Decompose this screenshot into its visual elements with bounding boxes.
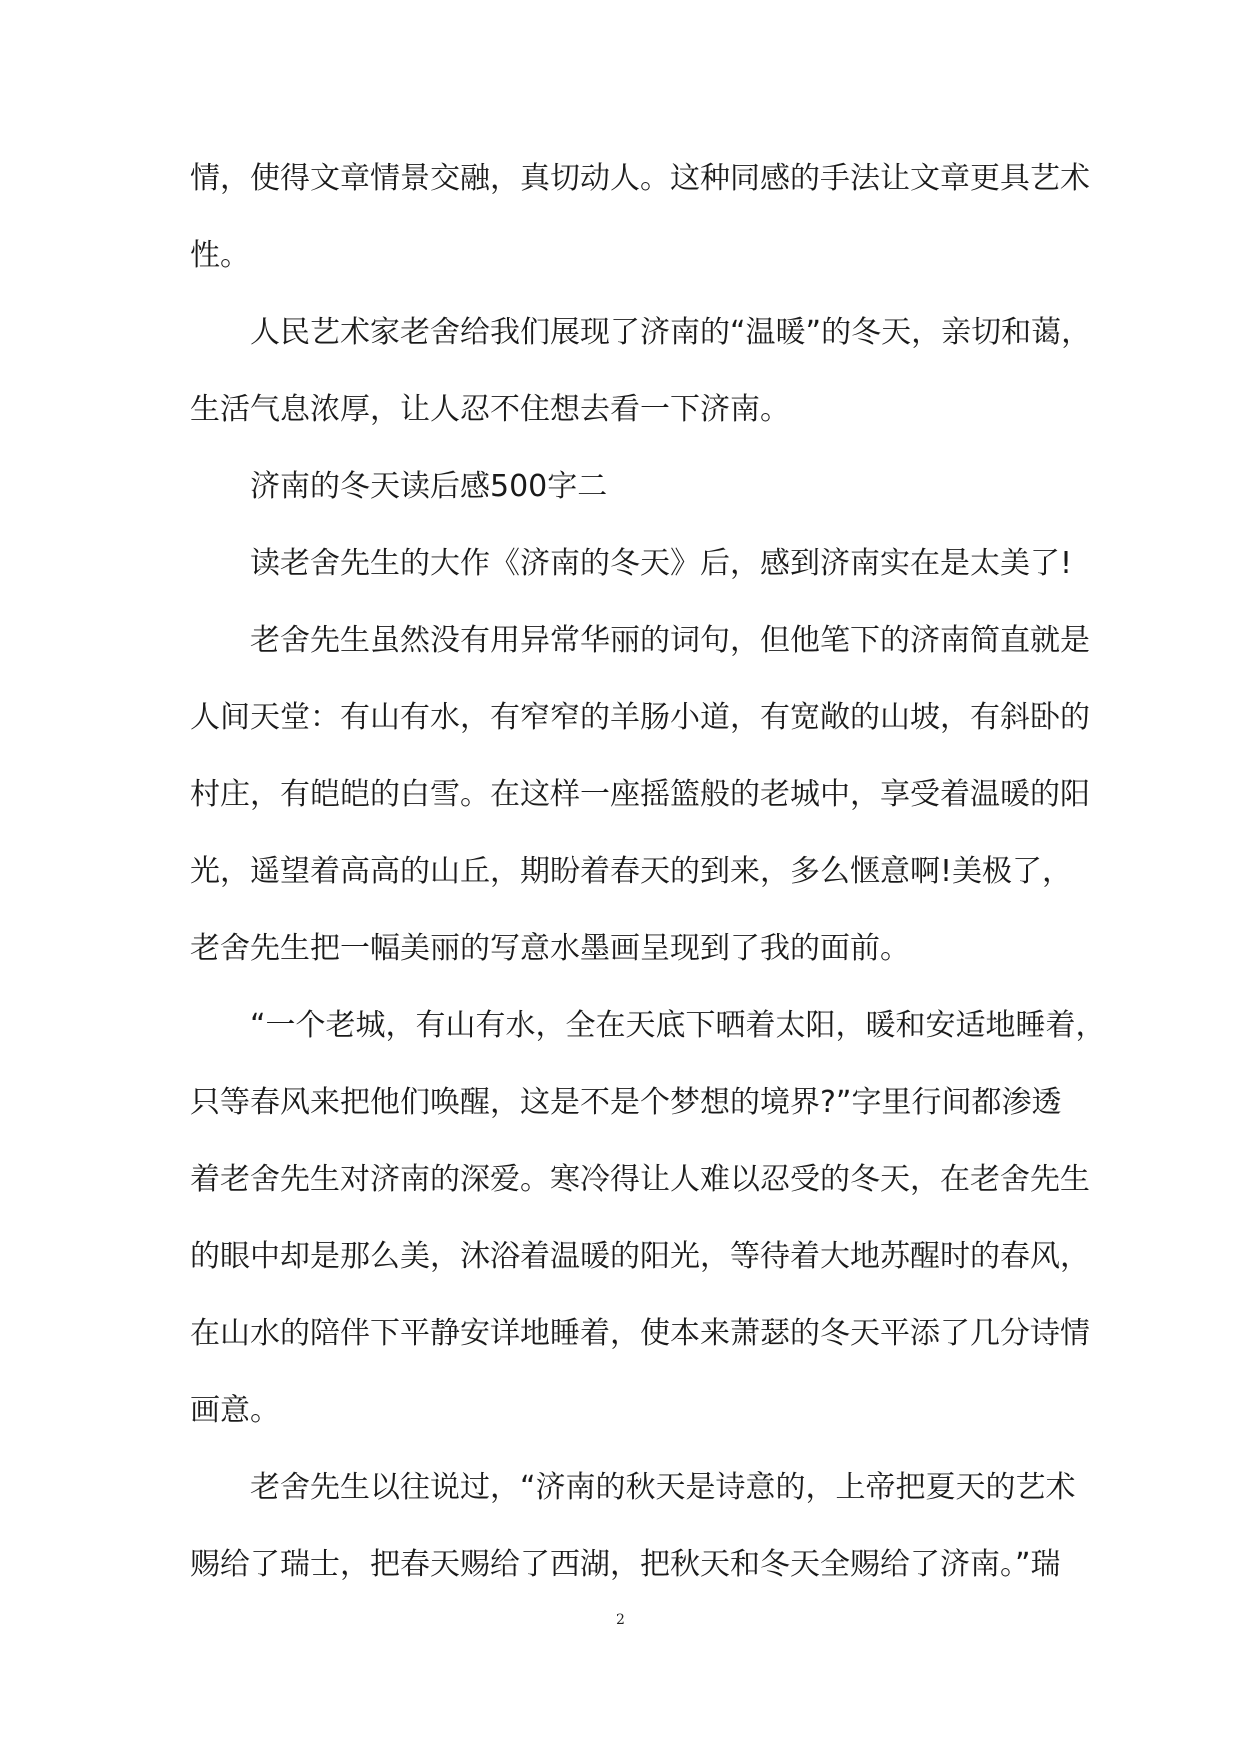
text-line: 只等春风来把他们唤醒，这是不是个梦想的境界?”字里行间都渗透: [190, 1085, 1062, 1120]
text-line: 人间天堂：有山有水，有窄窄的羊肠小道，有宽敞的山坡，有斜卧的: [190, 700, 1090, 735]
text-line: 赐给了瑞士，把春天赐给了西湖，把秋天和冬天全赐给了济南。”瑞: [190, 1547, 1061, 1582]
document-body: [190, 140, 1106, 1603]
text-line: 村庄，有皑皑的白雪。在这样一座摇篮般的老城中，享受着温暖的阳: [190, 777, 1090, 812]
text-line: 读老舍先生的大作《济南的冬天》后，感到济南实在是太美了!: [250, 546, 1073, 581]
text-line: 老舍先生把一幅美丽的写意水墨画呈现到了我的面前。: [190, 931, 910, 966]
text-line: 情，使得文章情景交融，真切动人。这种同感的手法让文章更具艺术: [190, 161, 1090, 196]
text-line: 济南的冬天读后感500字二: [250, 469, 608, 504]
text-line: 老舍先生虽然没有用异常华丽的词句，但他笔下的济南简直就是: [250, 623, 1090, 658]
page-number: 2: [616, 1612, 625, 1628]
text-line: 画意。: [190, 1393, 280, 1428]
text-line: 老舍先生以往说过，“济南的秋天是诗意的，上帝把夏天的艺术: [250, 1470, 1076, 1505]
text-line: 光，遥望着高高的山丘，期盼着春天的到来，多么惬意啊!美极了，: [190, 854, 1073, 889]
text-line: “一个老城，有山有水，全在天底下晒着太阳，暖和安适地睡着，: [250, 1008, 1106, 1043]
text-line: 性。: [190, 238, 250, 273]
text-line: 生活气息浓厚，让人忍不住想去看一下济南。: [190, 392, 790, 427]
text-line: 的眼中却是那么美，沐浴着温暖的阳光，等待着大地苏醒时的春风，: [190, 1239, 1090, 1274]
text-line: 在山水的陪伴下平静安详地睡着，使本来萧瑟的冬天平添了几分诗情: [190, 1316, 1090, 1351]
text-line: 人民艺术家老舍给我们展现了济南的“温暖”的冬天，亲切和蔼，: [250, 315, 1092, 350]
text-line: 着老舍先生对济南的深爱。寒冷得让人难以忍受的冬天，在老舍先生: [190, 1162, 1090, 1197]
